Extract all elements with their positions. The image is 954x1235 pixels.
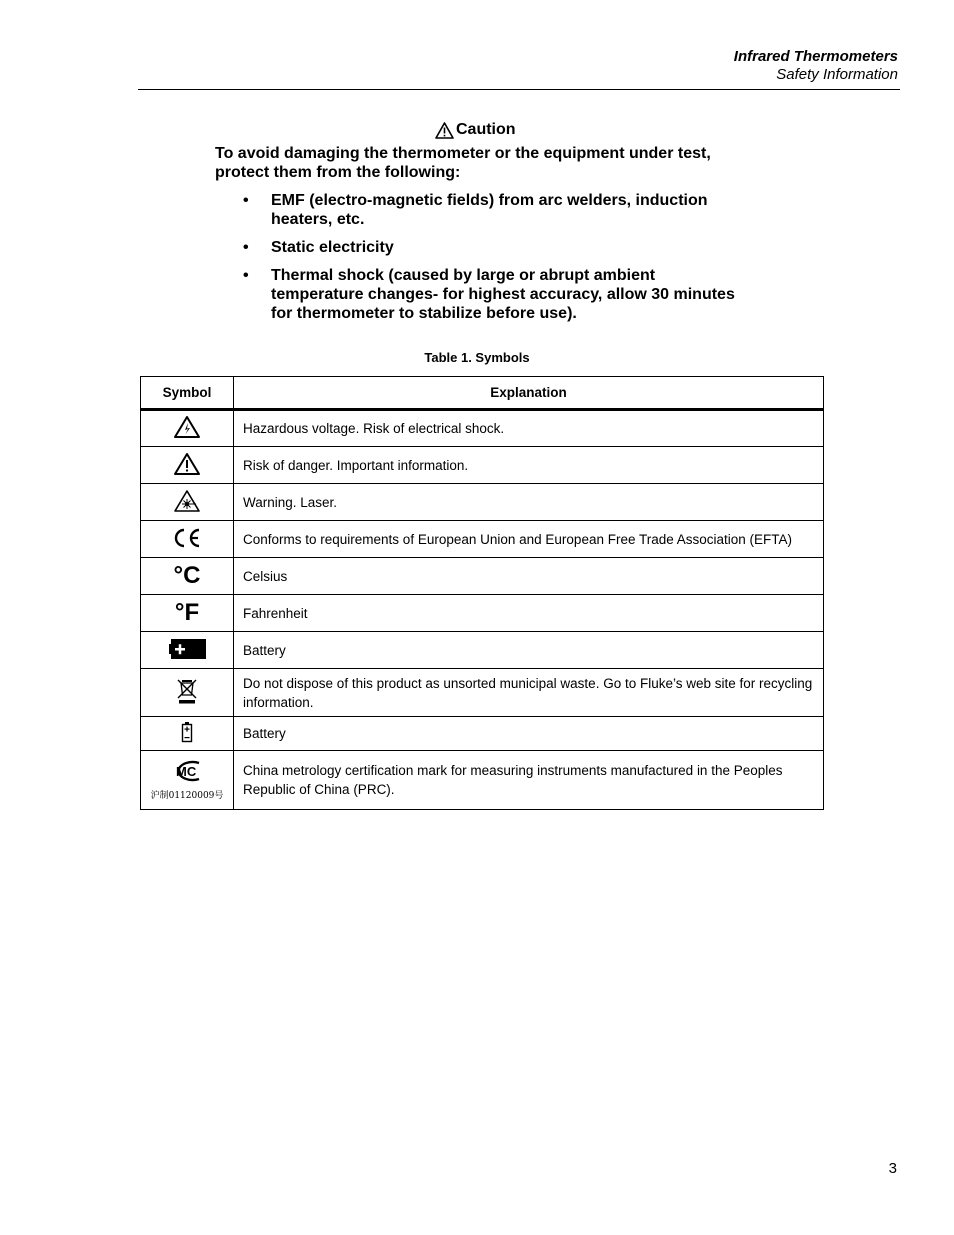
table-row (141, 558, 824, 595)
bullet-text: EMF (electro-magnetic fields) from arc welders, induction heaters, etc. (271, 192, 708, 228)
bullet-text: Thermal shock (caused by large or abrupt ambient temperature changes- for highest accuracy, allow 30 minutes for thermometer to stabilize before use). (271, 267, 735, 322)
caution-title: Caution (456, 121, 516, 138)
cmc-mark-icon (169, 759, 205, 783)
explanation-cell: Celsius (234, 558, 824, 595)
caution-intro: To avoid damaging the thermometer or the equipment under test, protect them from the following: (215, 145, 711, 181)
laser-warning-icon (173, 489, 201, 513)
symbol-cell (141, 410, 234, 447)
symbol-cell (141, 521, 234, 558)
symbol-cell (141, 669, 234, 717)
column-header-symbol: Symbol (141, 377, 234, 410)
page-number: 3 (888, 1160, 897, 1177)
header-subtitle: Safety Information (776, 66, 898, 83)
explanation-cell: Conforms to requirements of European Union and European Free Trade Association (EFTA) (234, 521, 824, 558)
symbol-cell (141, 632, 234, 669)
table-row (141, 521, 824, 558)
bullet: • (243, 192, 249, 209)
running-header (734, 48, 898, 84)
warning-triangle-icon (173, 452, 201, 476)
symbol-cell (141, 717, 234, 751)
weee-bin-icon (176, 677, 198, 705)
table-row (141, 410, 824, 447)
list-item (215, 266, 735, 323)
ce-mark-icon (172, 527, 202, 549)
explanation-cell: Hazardous voltage. Risk of electrical shock. (234, 410, 824, 447)
table-row (141, 717, 824, 751)
cmc-license-number: 沪制01120009号 (150, 791, 224, 801)
caution-body (215, 144, 735, 332)
bullet-text: Static electricity (271, 239, 394, 256)
symbols-table (140, 376, 824, 810)
table-row (141, 751, 824, 810)
celsius-icon: °C (173, 562, 201, 589)
column-header-explanation: Explanation (234, 377, 824, 410)
table-header-row (141, 377, 824, 410)
caution-list (215, 191, 735, 323)
symbol-cell (141, 595, 234, 632)
symbol-cell (141, 751, 234, 810)
caution-heading (435, 121, 516, 139)
explanation-cell: Do not dispose of this product as unsorted municipal waste. Go to Fluke’s web site for recycling information. (234, 669, 824, 717)
explanation-cell: China metrology certification mark for measuring instruments manufactured in the Peoples Republic of China (PRC). (234, 751, 824, 810)
header-title: Infrared Thermometers (733, 48, 898, 65)
explanation-cell: Battery (234, 717, 824, 751)
list-item (215, 238, 735, 257)
cmc-mark-text: MC (176, 764, 197, 779)
bullet: • (243, 267, 249, 284)
fahrenheit-icon: °F (174, 599, 200, 626)
table-row (141, 632, 824, 669)
header-rule (138, 89, 900, 90)
table-caption: Table 1. Symbols (424, 350, 530, 365)
explanation-cell: Battery (234, 632, 824, 669)
warning-triangle-icon (435, 122, 454, 139)
bullet: • (243, 239, 249, 256)
battery-icon (167, 638, 207, 660)
table-row (141, 669, 824, 717)
symbol-cell (141, 484, 234, 521)
explanation-cell: Fahrenheit (234, 595, 824, 632)
battery-small-icon (181, 721, 193, 743)
explanation-cell: Warning. Laser. (234, 484, 824, 521)
list-item (215, 191, 735, 229)
symbol-cell (141, 447, 234, 484)
table-row (141, 484, 824, 521)
symbol-cell (141, 558, 234, 595)
table-row (141, 595, 824, 632)
table-row (141, 447, 824, 484)
hazardous-voltage-icon (173, 415, 201, 439)
explanation-cell: Risk of danger. Important information. (234, 447, 824, 484)
